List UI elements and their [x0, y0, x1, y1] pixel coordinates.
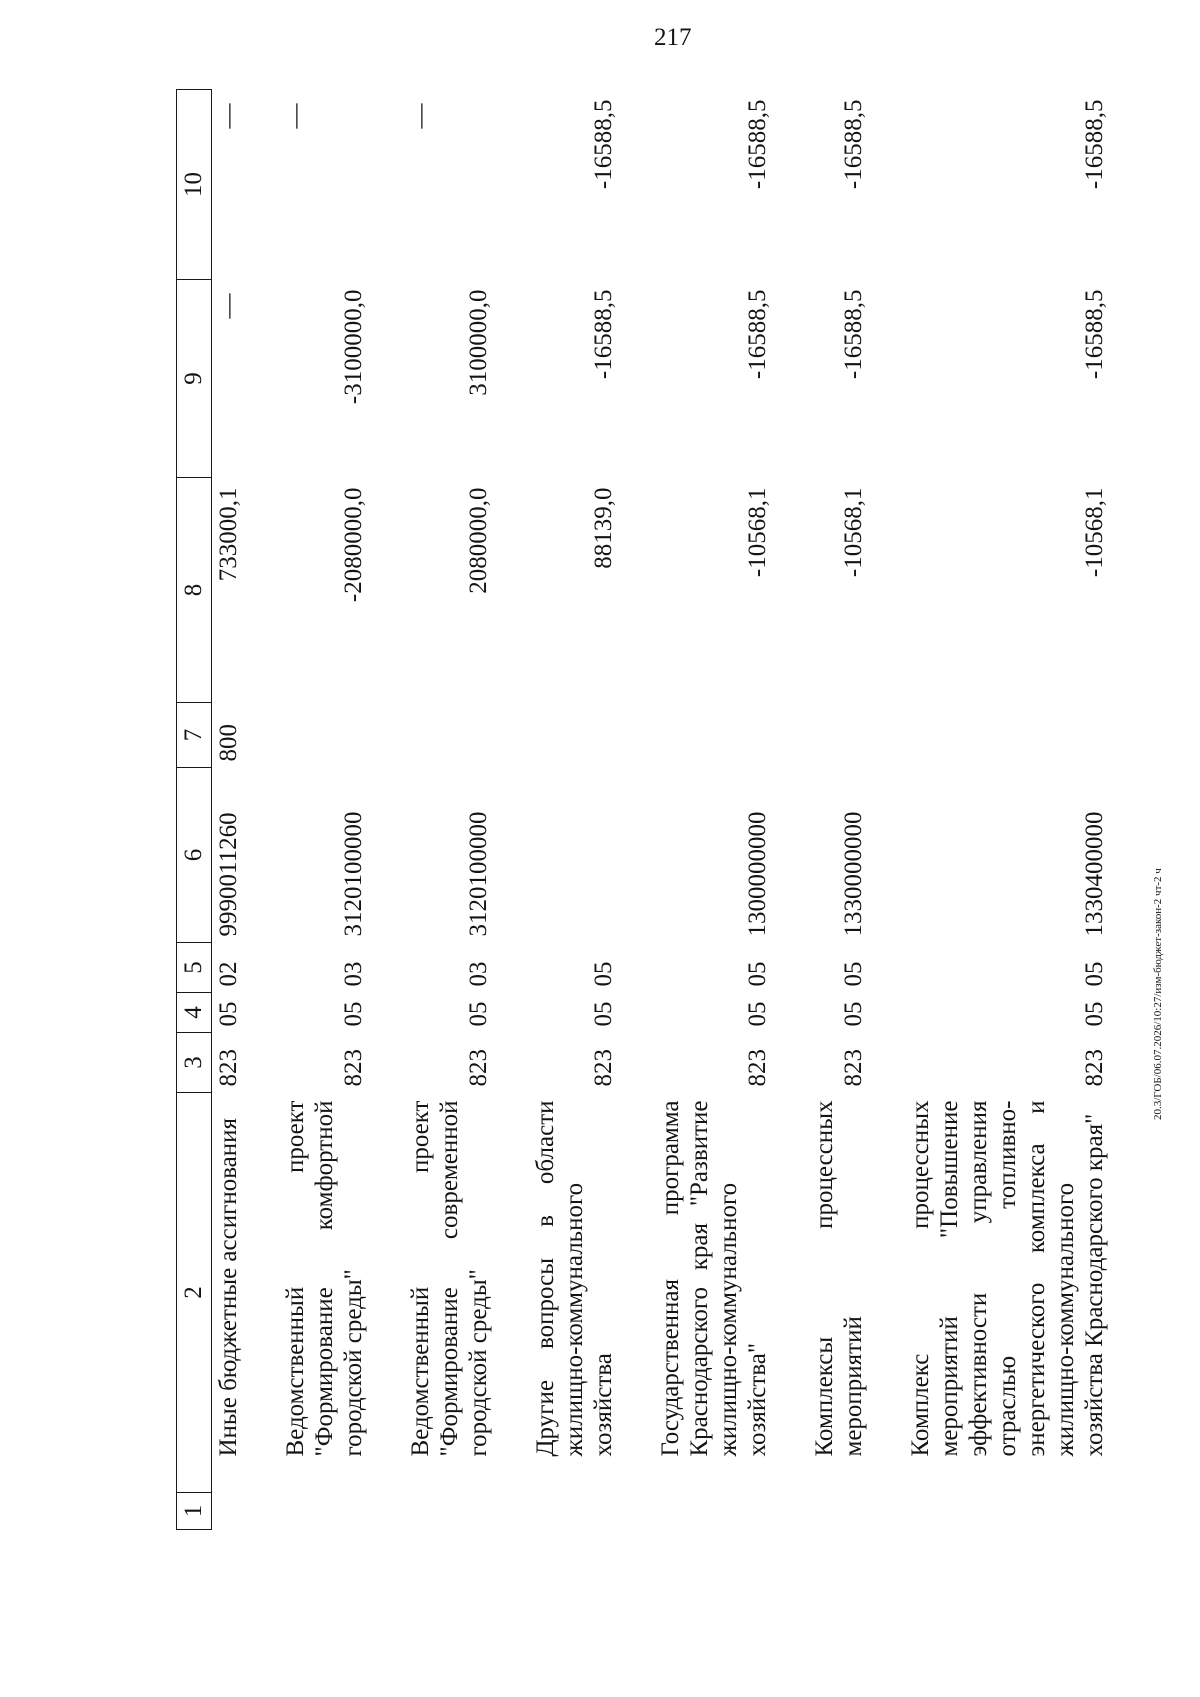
row-col-7 — [808, 703, 870, 768]
page-number: 217 — [654, 24, 692, 51]
row-col-3: 823 — [1081, 1049, 1108, 1087]
row-col-6: 3120100000 — [465, 811, 492, 937]
row-col-7 — [279, 703, 370, 768]
row-col-9: -16588,5 — [840, 289, 867, 380]
row-col-4: 05 — [340, 1001, 367, 1027]
row-col-10: — — [282, 103, 309, 129]
row-col-6: 1330400000 — [1081, 811, 1108, 937]
row-col-5: 03 — [465, 961, 492, 987]
header-col-6: 6 — [177, 768, 212, 943]
row-col-7: 800 — [215, 724, 242, 762]
row-col-5: 05 — [840, 961, 867, 987]
row-col-7 — [529, 703, 620, 768]
row-col-3: 823 — [340, 1049, 367, 1087]
table-row — [654, 90, 774, 1530]
header-col-9: 9 — [177, 280, 212, 478]
row-col-5: 05 — [590, 961, 617, 987]
header-col-3: 3 — [177, 1033, 212, 1093]
row-col-9: — — [215, 293, 242, 319]
row-col-4: 05 — [840, 1001, 867, 1027]
document-footer-code: 20.3/ГОБ/06.07.2026/10:27/изм-бюджет-закон-2 чт-2 ч — [1152, 868, 1164, 1120]
table-row — [404, 90, 495, 1530]
row-col-3: 823 — [215, 1049, 242, 1087]
table-row — [279, 90, 370, 1530]
row-col-4: 05 — [465, 1001, 492, 1027]
table-row — [529, 90, 620, 1530]
row-name: Государственная программа Краснодарского края "Развитие жилищно-коммунального хозяйства" — [657, 1100, 771, 1457]
header-col-8: 8 — [177, 478, 212, 703]
row-col-10: -16588,5 — [744, 99, 771, 190]
row-col-10: -16588,5 — [1081, 99, 1108, 190]
row-col-7 — [654, 703, 774, 768]
row-col-4: 05 — [215, 1001, 242, 1027]
row-col-6: 1300000000 — [744, 811, 771, 937]
row-col-10: -16588,5 — [840, 99, 867, 190]
budget-table — [176, 89, 1111, 1530]
header-row — [177, 90, 212, 1530]
row-col-7 — [404, 703, 495, 768]
row-col-3: 823 — [590, 1049, 617, 1087]
row-col-5: 03 — [340, 961, 367, 987]
row-col-8: 88139,0 — [590, 487, 617, 569]
row-col-4: 05 — [744, 1001, 771, 1027]
row-name: Другие вопросы в области жилищно-коммунального хозяйства — [532, 1100, 617, 1457]
row-col-9: 3100000,0 — [465, 289, 492, 396]
row-col-5: 05 — [744, 961, 771, 987]
row-name: Ведомственный проект "Формирование современной городской среды" — [407, 1100, 492, 1457]
row-col-4: 05 — [1081, 1001, 1108, 1027]
row-col-7 — [904, 703, 1111, 768]
row-col-9: -16588,5 — [1081, 289, 1108, 380]
row-col-3: 823 — [840, 1049, 867, 1087]
row-name: Иные бюджетные ассигнования — [215, 1117, 242, 1457]
row-col-5: 05 — [1081, 961, 1108, 987]
row-col-8: 2080000,0 — [465, 487, 492, 594]
row-col-6: 1330000000 — [840, 811, 867, 937]
budget-table-rotated — [176, 90, 1106, 1530]
row-col-4: 05 — [590, 1001, 617, 1027]
table-row — [212, 90, 246, 1530]
header-col-2: 2 — [177, 1093, 212, 1493]
row-col-6: 9990011260 — [215, 812, 242, 937]
row-name: Комплексы процессных мероприятий — [811, 1100, 867, 1457]
row-col-9: -3100000,0 — [340, 289, 367, 405]
row-col-8: 733000,1 — [215, 487, 242, 582]
row-col-6: 3120100000 — [340, 811, 367, 937]
row-col-10: — — [215, 103, 242, 129]
row-col-6 — [529, 768, 620, 943]
row-col-3: 823 — [744, 1049, 771, 1087]
row-col-8: -10568,1 — [840, 487, 867, 578]
row-col-5: 02 — [215, 961, 242, 987]
table-row — [904, 90, 1111, 1530]
header-col-5: 5 — [177, 943, 212, 993]
row-col-8: -10568,1 — [744, 487, 771, 578]
row-col-10: -16588,5 — [590, 99, 617, 190]
row-col-3: 823 — [465, 1049, 492, 1087]
row-col-8: -10568,1 — [1081, 487, 1108, 578]
table-row — [808, 90, 870, 1530]
header-col-7: 7 — [177, 703, 212, 768]
header-col-1: 1 — [177, 1493, 212, 1530]
row-col-9: -16588,5 — [744, 289, 771, 380]
row-col-8: -2080000,0 — [340, 487, 367, 603]
header-col-10: 10 — [177, 90, 212, 280]
row-name: Комплекс процессных мероприятий "Повышение эффективности управления отраслью топливно-энергетического комплекса и жилищно-коммунального хозяйства Краснодарского края" — [907, 1100, 1108, 1457]
row-name: Ведомственный проект "Формирование комфортной городской среды" — [282, 1100, 367, 1457]
row-col-10: — — [407, 103, 434, 129]
row-col-9: -16588,5 — [590, 289, 617, 380]
header-col-4: 4 — [177, 993, 212, 1033]
